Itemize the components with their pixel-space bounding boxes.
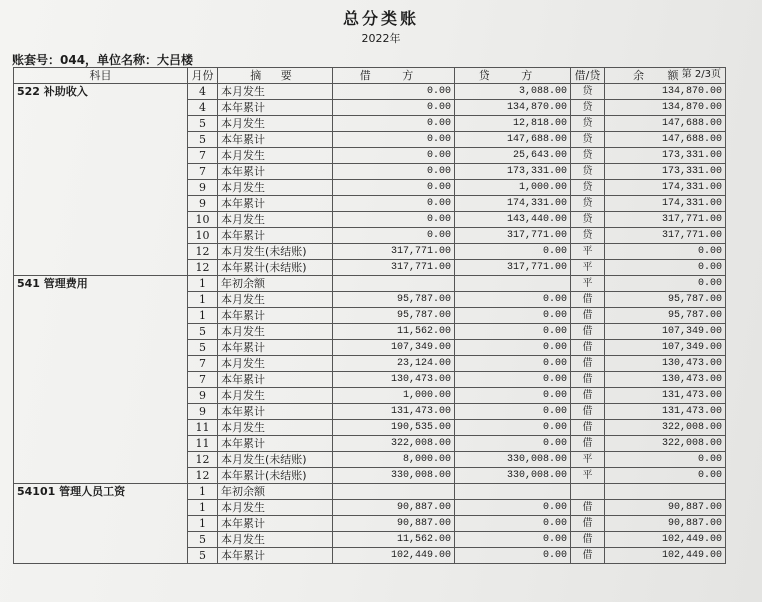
direction-cell: 借 bbox=[571, 500, 605, 516]
direction-cell: 贷 bbox=[571, 196, 605, 212]
summary-cell: 本年累计 bbox=[218, 308, 333, 324]
credit-cell: 0.00 bbox=[455, 404, 571, 420]
credit-cell: 0.00 bbox=[455, 436, 571, 452]
debit-cell: 317,771.00 bbox=[333, 244, 455, 260]
ledger-row bbox=[14, 276, 726, 292]
direction-cell: 借 bbox=[571, 388, 605, 404]
summary-cell: 本月发生 bbox=[218, 292, 333, 308]
balance-cell: 102,449.00 bbox=[605, 548, 726, 564]
direction-cell: 贷 bbox=[571, 116, 605, 132]
summary-cell: 本年累计 bbox=[218, 372, 333, 388]
summary-cell: 本年累计(未结账) bbox=[218, 260, 333, 276]
summary-cell: 本月发生 bbox=[218, 532, 333, 548]
direction-cell: 借 bbox=[571, 516, 605, 532]
month-cell: 5 bbox=[188, 532, 218, 548]
summary-cell: 本年累计 bbox=[218, 100, 333, 116]
month-cell: 12 bbox=[188, 468, 218, 484]
debit-cell: 0.00 bbox=[333, 84, 455, 100]
credit-cell: 0.00 bbox=[455, 500, 571, 516]
summary-cell: 年初余额 bbox=[218, 484, 333, 500]
balance-cell: 174,331.00 bbox=[605, 180, 726, 196]
table-header-row bbox=[14, 68, 726, 84]
summary-cell: 本年累计(未结账) bbox=[218, 468, 333, 484]
direction-cell: 贷 bbox=[571, 228, 605, 244]
balance-cell: 317,771.00 bbox=[605, 212, 726, 228]
balance-cell: 95,787.00 bbox=[605, 308, 726, 324]
direction-cell: 平 bbox=[571, 468, 605, 484]
month-cell: 12 bbox=[188, 260, 218, 276]
summary-cell: 本年累计 bbox=[218, 436, 333, 452]
credit-cell: 317,771.00 bbox=[455, 260, 571, 276]
summary-cell: 本年累计 bbox=[218, 516, 333, 532]
month-cell: 4 bbox=[188, 84, 218, 100]
column-header-debit: 借 方 bbox=[333, 68, 455, 84]
credit-cell: 1,000.00 bbox=[455, 180, 571, 196]
balance-header-label: 余 额 bbox=[633, 69, 689, 82]
month-cell: 9 bbox=[188, 388, 218, 404]
balance-cell: 173,331.00 bbox=[605, 164, 726, 180]
balance-cell: 130,473.00 bbox=[605, 372, 726, 388]
month-cell: 5 bbox=[188, 132, 218, 148]
page-title: 总分类账 bbox=[342, 9, 419, 28]
debit-cell: 0.00 bbox=[333, 180, 455, 196]
month-cell: 10 bbox=[188, 212, 218, 228]
month-cell: 1 bbox=[188, 516, 218, 532]
direction-cell: 贷 bbox=[571, 212, 605, 228]
debit-cell: 11,562.00 bbox=[333, 532, 455, 548]
direction-cell: 贷 bbox=[571, 132, 605, 148]
credit-cell: 25,643.00 bbox=[455, 148, 571, 164]
debit-cell: 23,124.00 bbox=[333, 356, 455, 372]
account-subject: 522 补助收入 bbox=[14, 84, 188, 276]
summary-cell: 本月发生 bbox=[218, 180, 333, 196]
summary-cell: 本月发生 bbox=[218, 116, 333, 132]
direction-cell: 贷 bbox=[571, 148, 605, 164]
month-cell: 7 bbox=[188, 356, 218, 372]
month-cell: 7 bbox=[188, 164, 218, 180]
credit-cell: 0.00 bbox=[455, 548, 571, 564]
month-cell: 1 bbox=[188, 308, 218, 324]
credit-cell bbox=[455, 484, 571, 500]
balance-cell: 317,771.00 bbox=[605, 228, 726, 244]
balance-cell: 90,887.00 bbox=[605, 500, 726, 516]
account-subject: 54101 管理人员工资 bbox=[14, 484, 188, 564]
debit-cell: 102,449.00 bbox=[333, 548, 455, 564]
ledger-row bbox=[14, 84, 726, 100]
balance-cell: 173,331.00 bbox=[605, 148, 726, 164]
summary-cell: 本年累计 bbox=[218, 340, 333, 356]
credit-cell: 0.00 bbox=[455, 308, 571, 324]
month-cell: 9 bbox=[188, 196, 218, 212]
direction-cell: 平 bbox=[571, 276, 605, 292]
balance-cell bbox=[605, 484, 726, 500]
debit-cell: 95,787.00 bbox=[333, 308, 455, 324]
debit-cell: 0.00 bbox=[333, 228, 455, 244]
credit-cell: 0.00 bbox=[455, 340, 571, 356]
summary-cell: 本月发生 bbox=[218, 212, 333, 228]
ledger-row bbox=[14, 484, 726, 500]
balance-cell: 131,473.00 bbox=[605, 388, 726, 404]
month-cell: 1 bbox=[188, 484, 218, 500]
summary-cell: 本年累计 bbox=[218, 548, 333, 564]
summary-cell: 本月发生(未结账) bbox=[218, 244, 333, 260]
summary-cell: 本月发生 bbox=[218, 148, 333, 164]
account-subject: 541 管理费用 bbox=[14, 276, 188, 484]
summary-cell: 本月发生 bbox=[218, 356, 333, 372]
debit-cell bbox=[333, 484, 455, 500]
month-cell: 4 bbox=[188, 100, 218, 116]
credit-cell: 174,331.00 bbox=[455, 196, 571, 212]
balance-cell: 147,688.00 bbox=[605, 132, 726, 148]
balance-cell: 0.00 bbox=[605, 468, 726, 484]
debit-cell: 0.00 bbox=[333, 212, 455, 228]
account-book-label: 账套号：044，单位名称：大吕楼 bbox=[12, 53, 194, 67]
credit-cell: 0.00 bbox=[455, 292, 571, 308]
credit-cell: 317,771.00 bbox=[455, 228, 571, 244]
month-cell: 11 bbox=[188, 420, 218, 436]
debit-cell: 330,008.00 bbox=[333, 468, 455, 484]
direction-cell: 借 bbox=[571, 420, 605, 436]
ledger-body bbox=[14, 84, 726, 564]
direction-cell: 借 bbox=[571, 308, 605, 324]
month-cell: 1 bbox=[188, 292, 218, 308]
summary-cell: 本月发生 bbox=[218, 84, 333, 100]
credit-cell: 0.00 bbox=[455, 244, 571, 260]
credit-cell: 12,818.00 bbox=[455, 116, 571, 132]
credit-cell: 0.00 bbox=[455, 532, 571, 548]
debit-cell: 90,887.00 bbox=[333, 516, 455, 532]
balance-cell: 95,787.00 bbox=[605, 292, 726, 308]
column-header-direction: 借/贷 bbox=[571, 68, 605, 84]
debit-cell: 131,473.00 bbox=[333, 404, 455, 420]
debit-cell: 107,349.00 bbox=[333, 340, 455, 356]
direction-cell: 贷 bbox=[571, 84, 605, 100]
debit-cell: 130,473.00 bbox=[333, 372, 455, 388]
month-cell: 1 bbox=[188, 276, 218, 292]
credit-cell: 0.00 bbox=[455, 324, 571, 340]
direction-cell: 贷 bbox=[571, 164, 605, 180]
page-number: 第 2/3页 bbox=[681, 69, 721, 80]
balance-cell: 322,008.00 bbox=[605, 436, 726, 452]
summary-cell: 本年累计 bbox=[218, 164, 333, 180]
direction-cell: 借 bbox=[571, 404, 605, 420]
credit-cell: 0.00 bbox=[455, 388, 571, 404]
summary-cell: 本月发生 bbox=[218, 324, 333, 340]
balance-cell: 102,449.00 bbox=[605, 532, 726, 548]
balance-cell: 90,887.00 bbox=[605, 516, 726, 532]
credit-cell: 173,331.00 bbox=[455, 164, 571, 180]
month-cell: 5 bbox=[188, 116, 218, 132]
balance-cell: 130,473.00 bbox=[605, 356, 726, 372]
summary-cell: 本月发生 bbox=[218, 420, 333, 436]
summary-cell: 本月发生 bbox=[218, 500, 333, 516]
credit-cell: 0.00 bbox=[455, 372, 571, 388]
month-cell: 10 bbox=[188, 228, 218, 244]
debit-cell: 190,535.00 bbox=[333, 420, 455, 436]
balance-cell: 107,349.00 bbox=[605, 324, 726, 340]
direction-cell: 借 bbox=[571, 436, 605, 452]
balance-cell: 134,870.00 bbox=[605, 84, 726, 100]
direction-cell: 借 bbox=[571, 548, 605, 564]
ledger-year: 2022年 bbox=[361, 32, 401, 45]
balance-cell: 131,473.00 bbox=[605, 404, 726, 420]
month-cell: 12 bbox=[188, 452, 218, 468]
month-cell: 9 bbox=[188, 180, 218, 196]
month-cell: 5 bbox=[188, 324, 218, 340]
debit-cell: 322,008.00 bbox=[333, 436, 455, 452]
credit-cell: 330,008.00 bbox=[455, 468, 571, 484]
summary-cell: 本年累计 bbox=[218, 132, 333, 148]
credit-cell: 0.00 bbox=[455, 516, 571, 532]
direction-cell: 借 bbox=[571, 356, 605, 372]
debit-cell: 0.00 bbox=[333, 100, 455, 116]
column-header-subject: 科目 bbox=[14, 68, 188, 84]
summary-cell: 年初余额 bbox=[218, 276, 333, 292]
credit-cell: 3,088.00 bbox=[455, 84, 571, 100]
direction-cell: 贷 bbox=[571, 180, 605, 196]
month-cell: 7 bbox=[188, 372, 218, 388]
summary-cell: 本月发生 bbox=[218, 388, 333, 404]
direction-cell: 借 bbox=[571, 292, 605, 308]
debit-cell bbox=[333, 276, 455, 292]
credit-cell bbox=[455, 276, 571, 292]
debit-cell: 8,000.00 bbox=[333, 452, 455, 468]
summary-cell: 本年累计 bbox=[218, 228, 333, 244]
column-header-month: 月份 bbox=[188, 68, 218, 84]
month-cell: 1 bbox=[188, 500, 218, 516]
debit-cell: 1,000.00 bbox=[333, 388, 455, 404]
direction-cell: 平 bbox=[571, 260, 605, 276]
debit-cell: 11,562.00 bbox=[333, 324, 455, 340]
direction-cell: 平 bbox=[571, 244, 605, 260]
credit-cell: 147,688.00 bbox=[455, 132, 571, 148]
balance-cell: 0.00 bbox=[605, 244, 726, 260]
direction-cell: 借 bbox=[571, 372, 605, 388]
balance-cell: 134,870.00 bbox=[605, 100, 726, 116]
balance-cell: 107,349.00 bbox=[605, 340, 726, 356]
direction-cell: 借 bbox=[571, 340, 605, 356]
month-cell: 9 bbox=[188, 404, 218, 420]
credit-cell: 0.00 bbox=[455, 356, 571, 372]
month-cell: 7 bbox=[188, 148, 218, 164]
column-header-summary: 摘 要 bbox=[218, 68, 333, 84]
balance-cell: 0.00 bbox=[605, 276, 726, 292]
debit-cell: 0.00 bbox=[333, 116, 455, 132]
balance-cell: 322,008.00 bbox=[605, 420, 726, 436]
debit-cell: 0.00 bbox=[333, 164, 455, 180]
debit-cell: 95,787.00 bbox=[333, 292, 455, 308]
credit-cell: 143,440.00 bbox=[455, 212, 571, 228]
direction-cell: 平 bbox=[571, 452, 605, 468]
credit-cell: 0.00 bbox=[455, 420, 571, 436]
direction-cell: 借 bbox=[571, 532, 605, 548]
month-cell: 11 bbox=[188, 436, 218, 452]
debit-cell: 0.00 bbox=[333, 148, 455, 164]
balance-cell: 147,688.00 bbox=[605, 116, 726, 132]
month-cell: 12 bbox=[188, 244, 218, 260]
balance-cell: 0.00 bbox=[605, 452, 726, 468]
direction-cell bbox=[571, 484, 605, 500]
debit-cell: 0.00 bbox=[333, 132, 455, 148]
month-cell: 5 bbox=[188, 548, 218, 564]
column-header-balance bbox=[605, 68, 726, 84]
credit-cell: 134,870.00 bbox=[455, 100, 571, 116]
debit-cell: 90,887.00 bbox=[333, 500, 455, 516]
debit-cell: 317,771.00 bbox=[333, 260, 455, 276]
direction-cell: 贷 bbox=[571, 100, 605, 116]
month-cell: 5 bbox=[188, 340, 218, 356]
direction-cell: 借 bbox=[571, 324, 605, 340]
balance-cell: 174,331.00 bbox=[605, 196, 726, 212]
balance-cell: 0.00 bbox=[605, 260, 726, 276]
general-ledger-table bbox=[13, 67, 726, 564]
summary-cell: 本年累计 bbox=[218, 404, 333, 420]
summary-cell: 本年累计 bbox=[218, 196, 333, 212]
debit-cell: 0.00 bbox=[333, 196, 455, 212]
summary-cell: 本月发生(未结账) bbox=[218, 452, 333, 468]
column-header-credit: 贷 方 bbox=[455, 68, 571, 84]
credit-cell: 330,008.00 bbox=[455, 452, 571, 468]
